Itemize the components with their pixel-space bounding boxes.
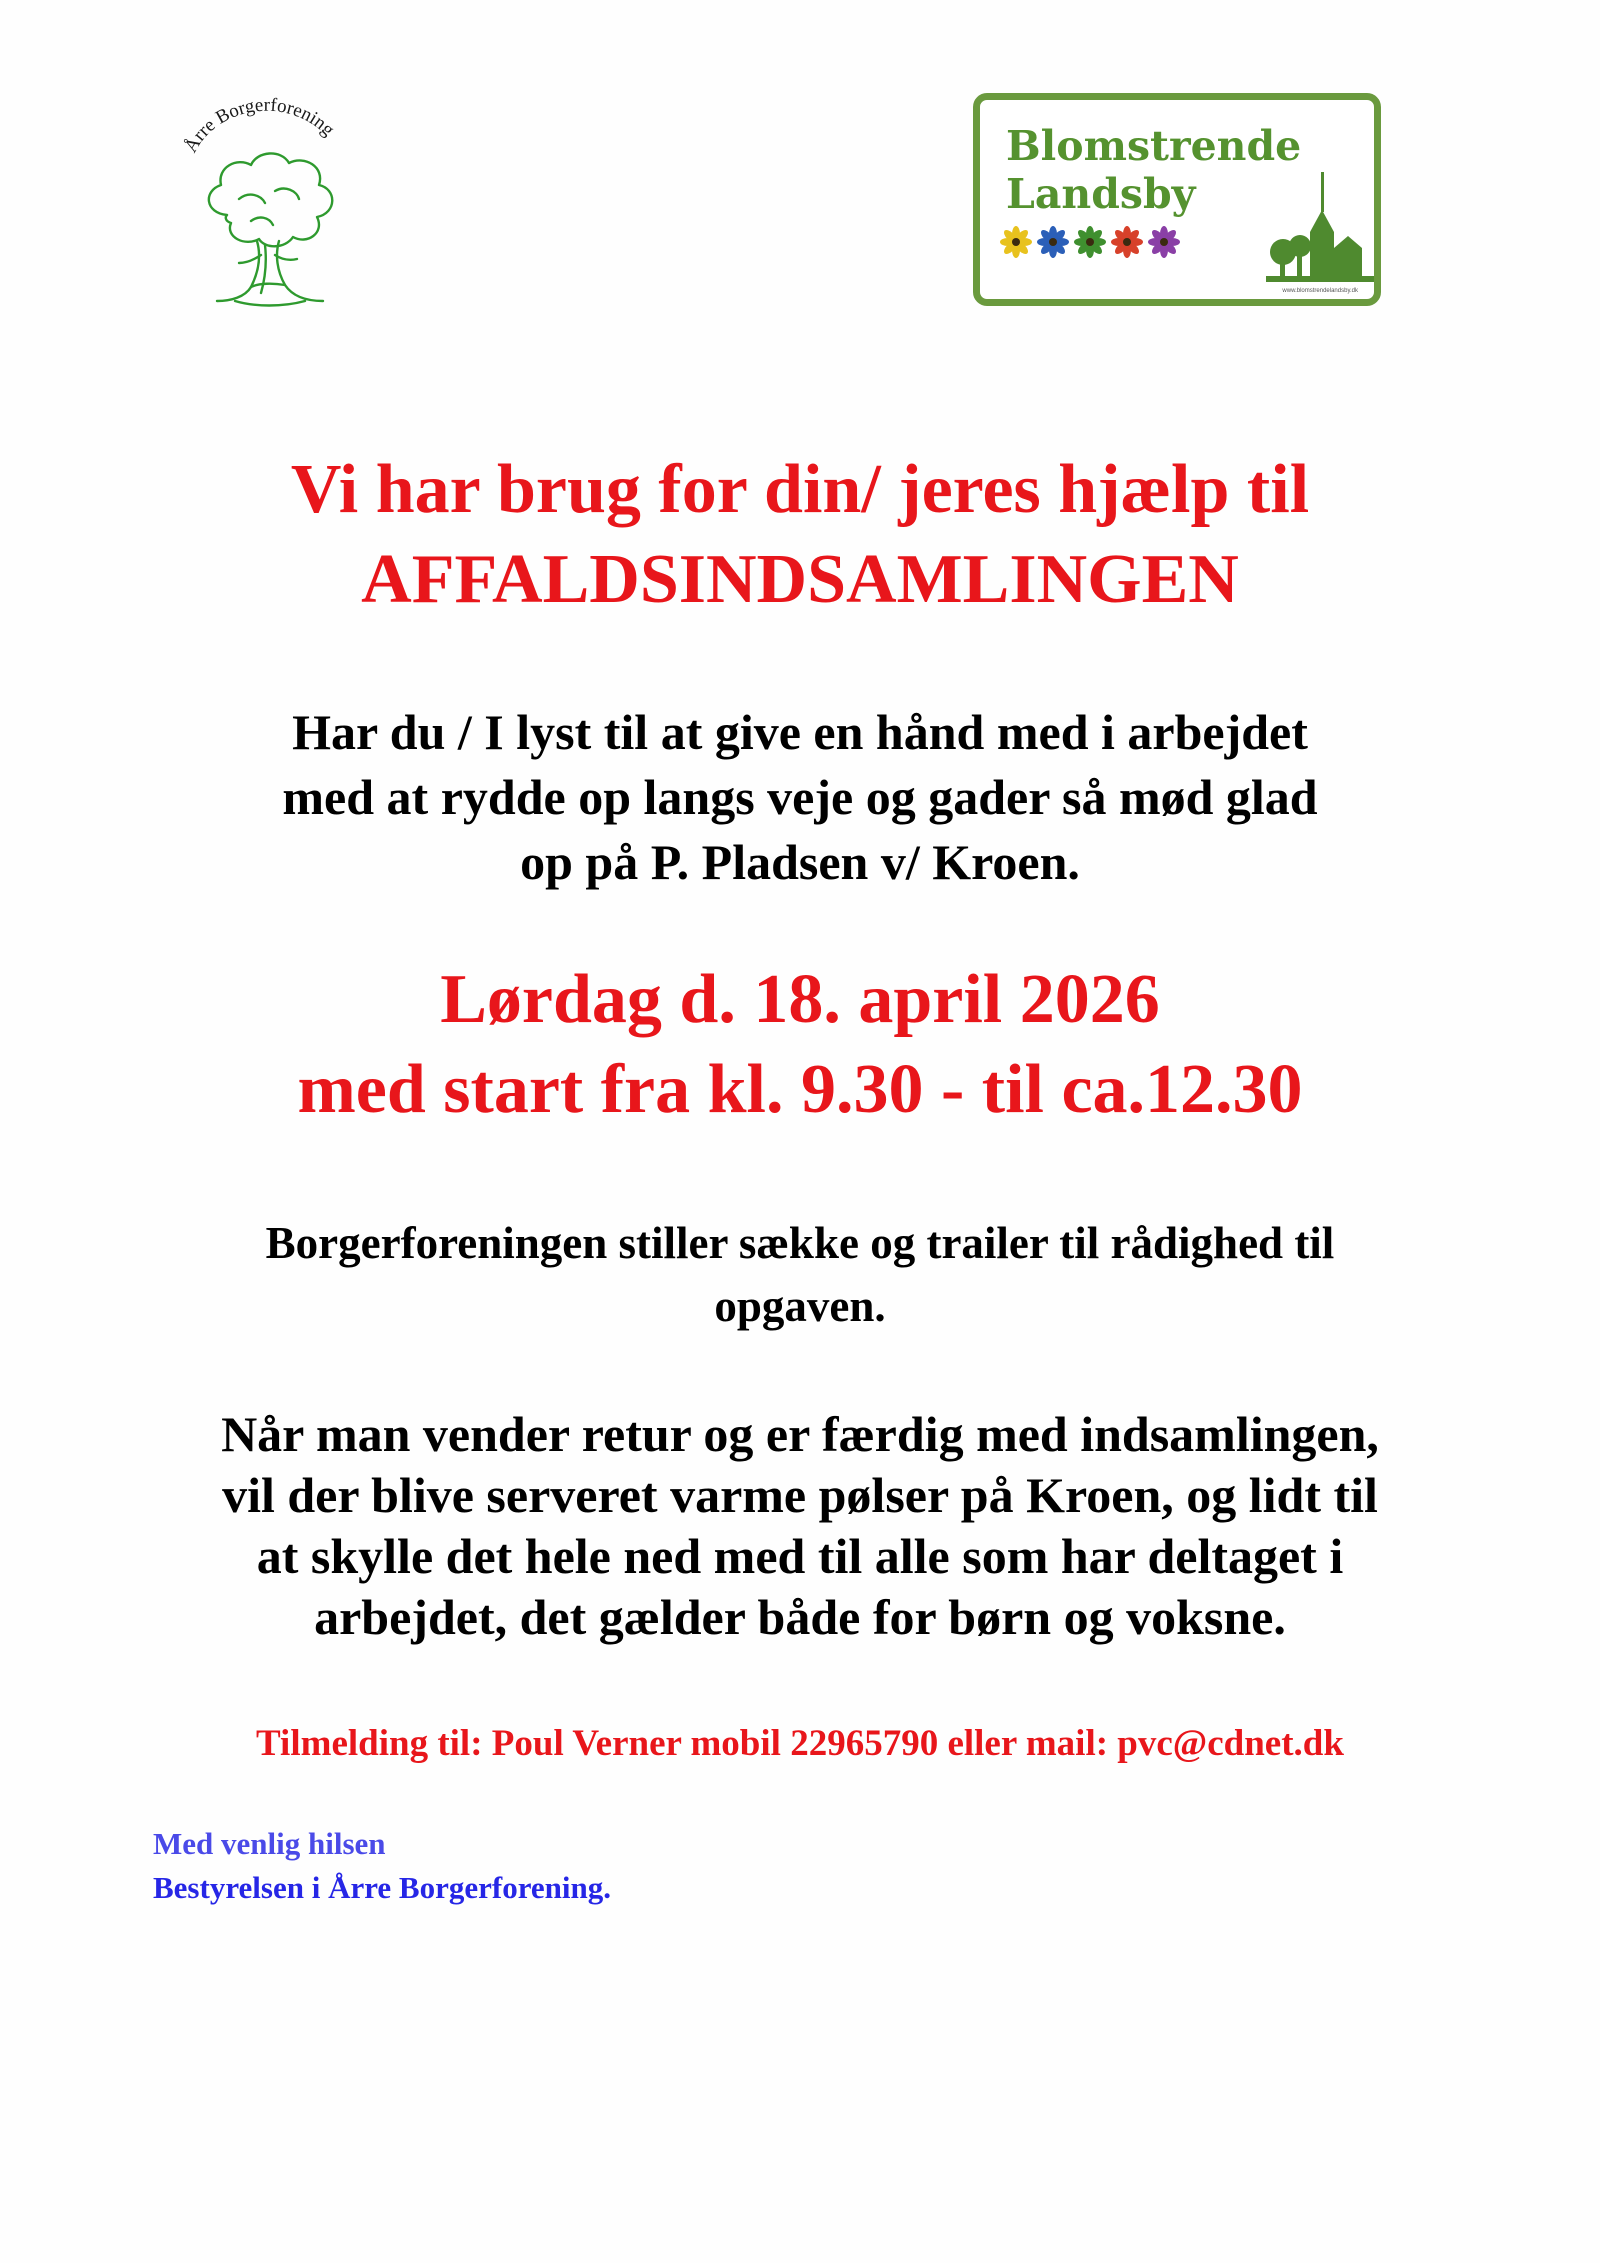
intro-line-1: Har du / I lyst til at give en hånd med i arbejdet: [292, 704, 1308, 760]
after-line-4: arbejdet, det gælder både for børn og voksne.: [314, 1589, 1286, 1645]
blomstrende-landsby-logo: [973, 93, 1381, 306]
after-line-3: at skylle det hele ned med til alle som har deltaget i: [256, 1528, 1344, 1584]
tree-icon: [165, 95, 365, 320]
flower-icon: [1111, 226, 1143, 258]
signup-info: [0, 1720, 1600, 1768]
event-time: med start fra kl. 9.30 - til ca.12.30: [297, 1051, 1303, 1128]
intro-line-3: op på P. Pladsen v/ Kroen.: [520, 834, 1080, 890]
svg-text:Årre Borgerforening: [180, 95, 338, 156]
flower-icon: [1037, 226, 1069, 258]
logo-arc-text: Årre Borgerforening: [180, 95, 339, 157]
intro-paragraph: [0, 700, 1600, 895]
heading-line-1: Vi har brug for din/ jeres hjælp til: [290, 451, 1310, 528]
logo-title-line-1: Blomstrende: [1006, 122, 1302, 170]
closing-signer: Bestyrelsen i Årre Borgerforening.: [153, 1870, 612, 1905]
after-line-2: vil der blive serveret varme pølser på Kroen, og lidt til: [222, 1467, 1378, 1523]
signup-text: Tilmelding til: Poul Verner mobil 22965790 eller mail: pvc@cdnet.dk: [256, 1723, 1344, 1764]
logo-url: www.blomstrendelandsby.dk: [1282, 288, 1358, 294]
logo-title-line-2: Landsby: [1006, 170, 1196, 218]
after-collection-paragraph: [0, 1404, 1600, 1648]
logo-title: [1006, 122, 1301, 218]
event-date-time: [0, 955, 1600, 1135]
flower-icon: [1148, 226, 1180, 258]
event-date: Lørdag d. 18. april 2026: [440, 961, 1160, 1038]
supplies-line-1: Borgerforeningen stiller sække og trailer til rådighed til: [265, 1218, 1335, 1268]
closing-signature: [153, 1822, 611, 1910]
after-line-1: Når man vender retur og er færdig med indsamlingen,: [221, 1406, 1379, 1462]
supplies-paragraph: [0, 1212, 1600, 1338]
heading-line-2: AFFALDSINDSAMLINGEN: [361, 541, 1239, 618]
flower-icon: [1000, 226, 1032, 258]
flower-icon: [1074, 226, 1106, 258]
supplies-line-2: opgaven.: [714, 1281, 886, 1331]
intro-line-2: med at rydde op langs veje og gader så mød glad: [282, 769, 1318, 825]
closing-greeting: Med venlig hilsen: [153, 1826, 386, 1861]
page-heading: [0, 445, 1600, 625]
arre-borgerforening-logo: [165, 95, 365, 320]
